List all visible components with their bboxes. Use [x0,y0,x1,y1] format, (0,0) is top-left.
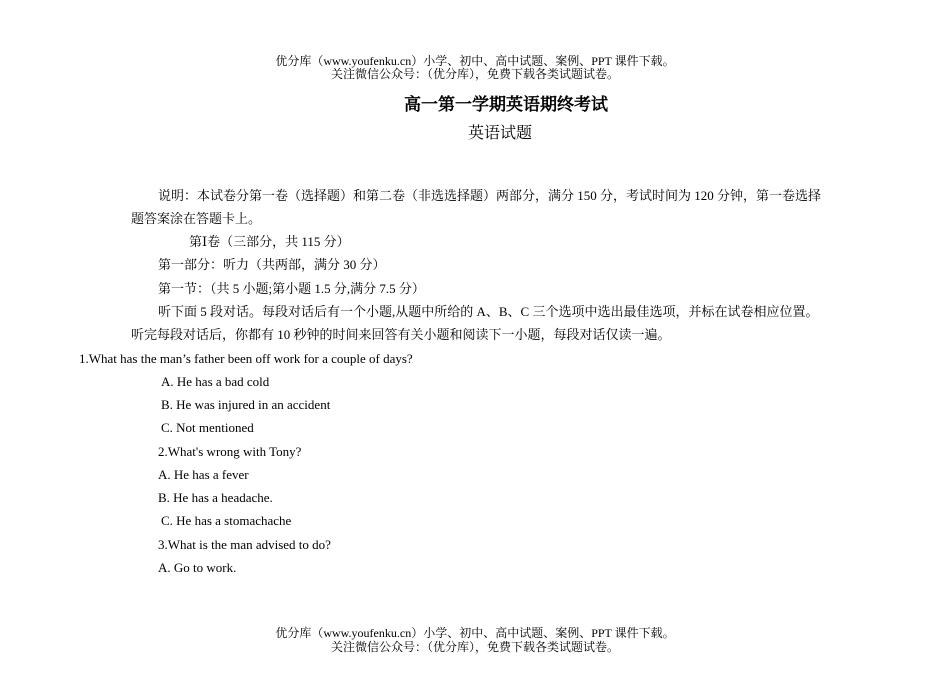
header-line-1: 优分库（www.youfenku.cn）小学、初中、高中试题、案例、PPT 课件下载。 [275,54,675,68]
document-subtitle: 英语试题 [467,125,532,142]
instructions-line-2: 题答案涂在答题卡上。 [131,211,262,226]
question-2-option-c: C. He has a stomachache [161,513,292,528]
volume-1-heading: 第Ⅰ卷（三部分，共 115 分） [189,234,350,249]
question-1-stem: 1.What has the man’s father been off work for a couple of days? [79,351,413,366]
question-2-option-b: B. He has a headache. [158,490,273,505]
directions-line-2: 听完每段对话后，你都有 10 秒钟的时间来回答有关小题和阅读下一小题，每段对话仅读一遍。 [131,327,671,342]
footer-line-2: 关注微信公众号：（优分库），免费下载各类试题试卷。 [330,640,619,654]
question-1-option-a: A. He has a bad cold [161,374,270,389]
directions-line-1: 听下面 5 段对话。每段对话后有一个小题,从题中所给的 A、B、C 三个选项中选出最佳选项，并标在试卷相应位置。 [158,304,819,319]
question-2-option-a: A. He has a fever [158,467,249,482]
header-line-2: 关注微信公众号：（优分库），免费下载各类试题试卷。 [330,67,619,81]
question-3-option-a: A. Go to work. [158,560,237,575]
section-1-heading: 第一节：（共 5 小题;第小题 1.5 分,满分 7.5 分） [158,281,425,296]
document-title: 高一第一学期英语期终考试 [404,95,608,114]
question-2-stem: 2.What's wrong with Tony? [158,444,302,459]
question-1-option-c: C. Not mentioned [161,420,254,435]
part-1-heading: 第一部分：听力（共两部，满分 30 分） [158,257,386,272]
instructions-line-1: 说明：本试卷分第一卷（选择题）和第二卷（非选选择题）两部分，满分 150 分，考试时间为 120 分钟，第一卷选择 [158,188,822,203]
question-3-stem: 3.What is the man advised to do? [158,537,331,552]
question-1-option-b: B. He was injured in an accident [161,397,331,412]
footer-line-1: 优分库（www.youfenku.cn）小学、初中、高中试题、案例、PPT 课件下载。 [275,626,675,640]
